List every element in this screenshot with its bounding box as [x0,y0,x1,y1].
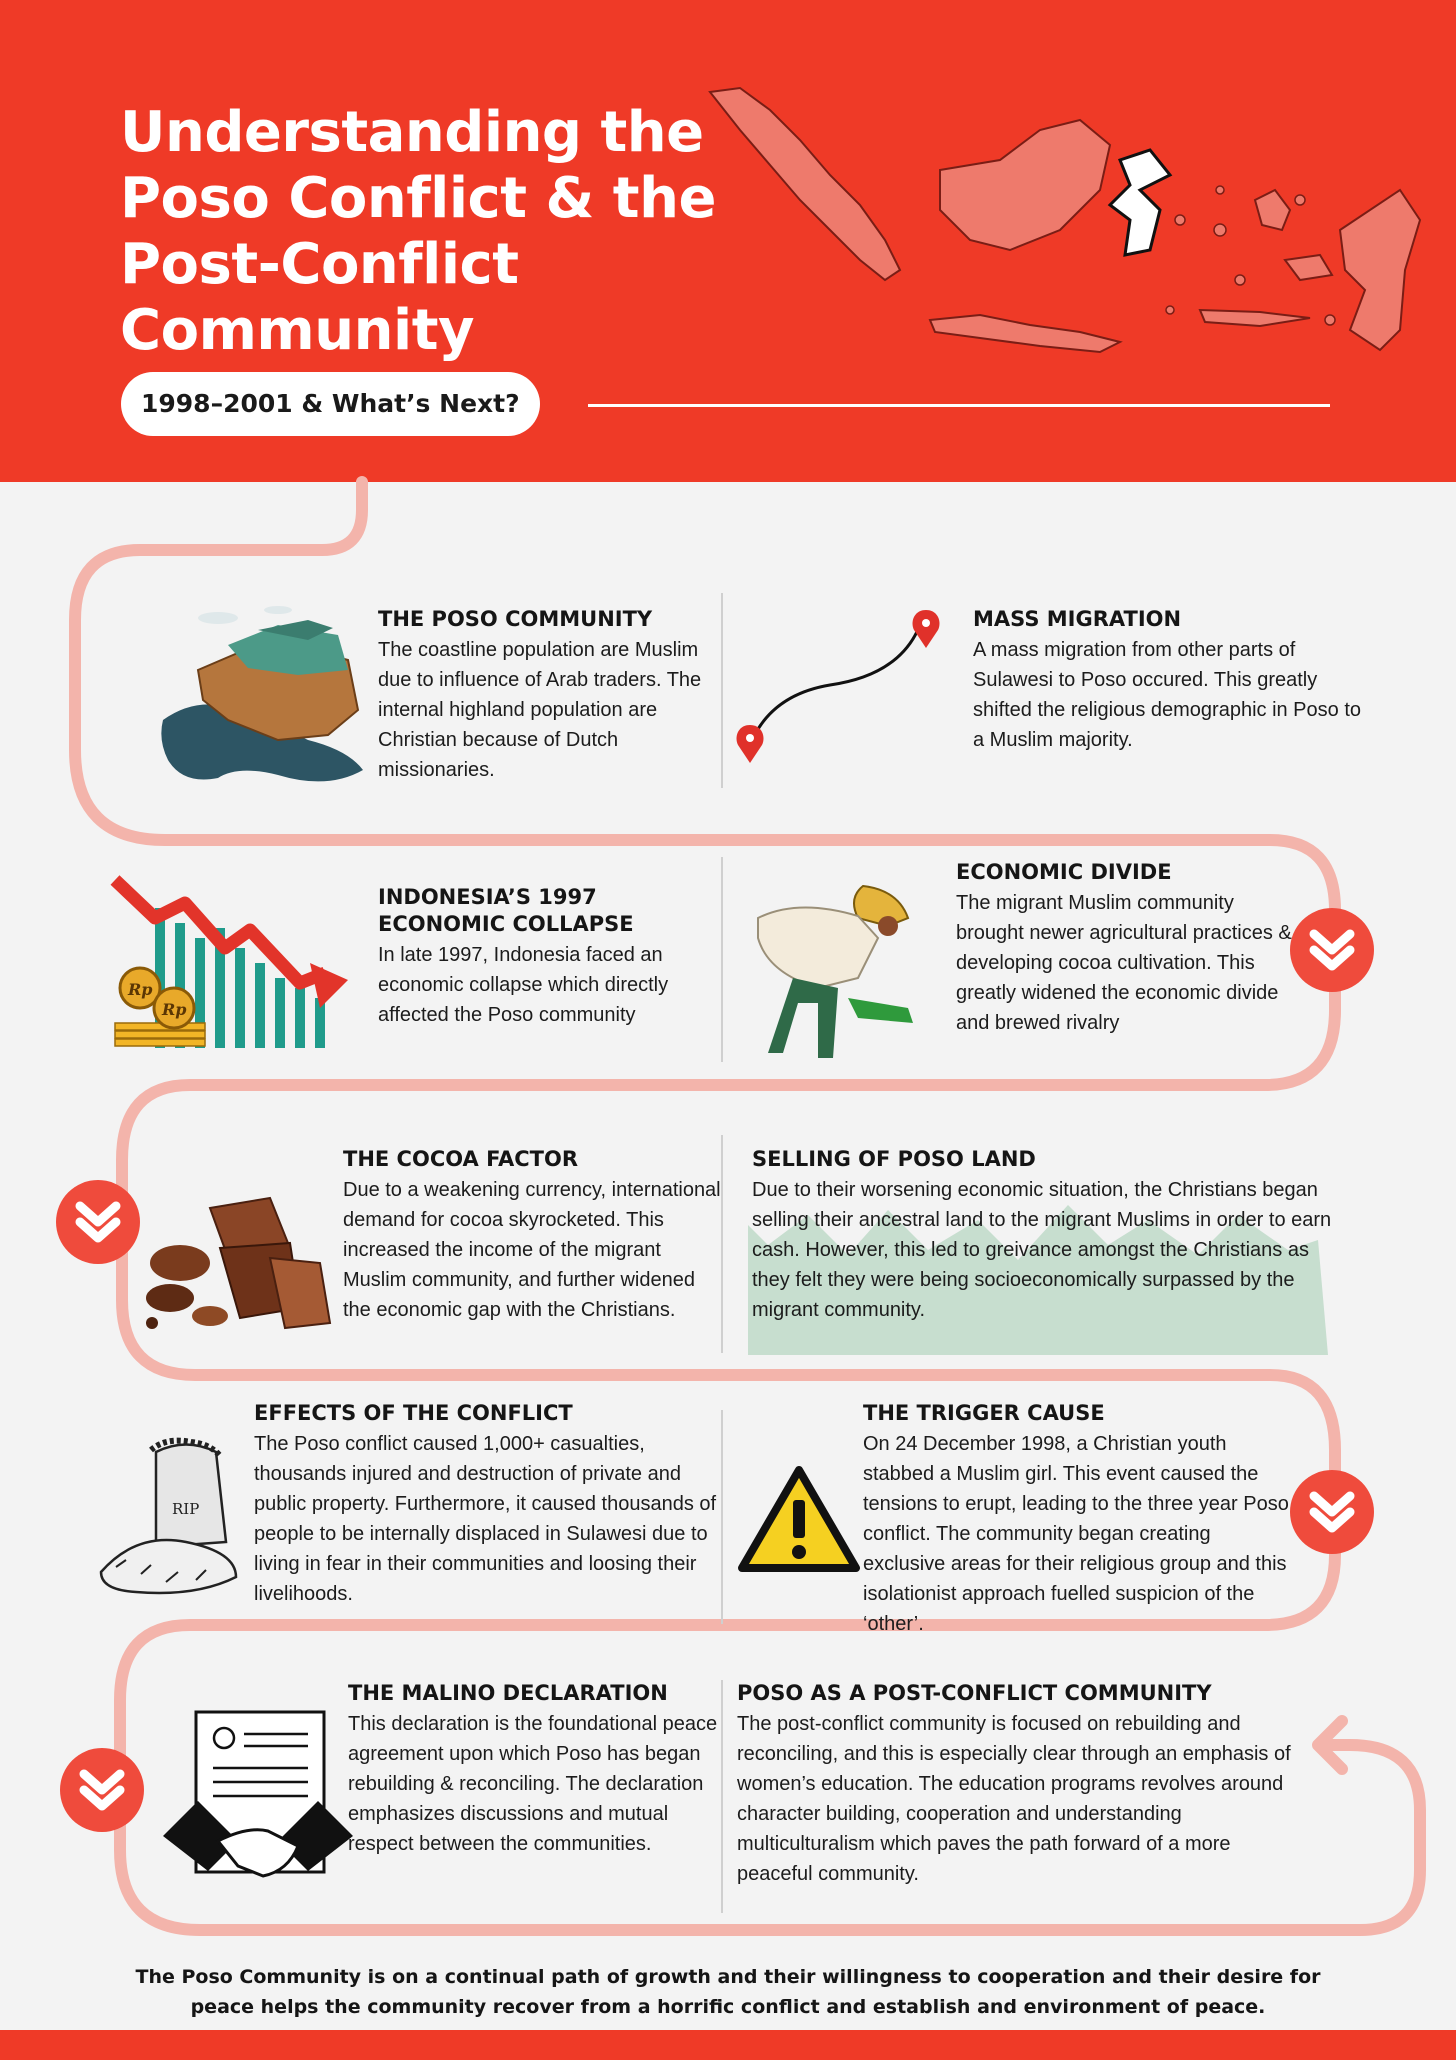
date-range-pill: 1998–2001 & What’s Next? [121,372,540,436]
grave-inscription: RIP [172,1500,200,1518]
section-economic-collapse [378,884,683,1030]
warning-icon [736,1462,862,1578]
map-pin-route-icon [730,605,960,765]
chevron-down-icon [56,1180,140,1264]
section-title: ECONOMIC DIVIDE [956,860,1172,884]
section-title: THE POSO COMMUNITY [378,607,653,631]
section-title: SELLING OF POSO LAND [752,1147,1036,1171]
chevron-down-icon [1290,1470,1374,1554]
section-body: Due to their worsening economic situation, the Christians began selling their ancestral land to the migrant Muslims in order to earn cash. However, this led to greivance amongst the Christians as they felt they were being socioeconomically surpassed by the migrant community. [752,1179,1332,1321]
falling-bar-chart-icon [110,868,350,1053]
row-divider [721,857,723,1062]
section-body: In late 1997, Indonesia faced an economic collapse which directly affected the Poso community [378,944,669,1026]
section-body: The coastline population are Muslim due to influence of Arab traders. The internal highland population are Christian because of Dutch missionaries. [378,639,702,781]
rupiah-coin-label: Rp [162,1000,187,1019]
section-body: Due to a weakening currency, international demand for cocoa skyrocketed. This increased the income of the migrant Muslim community, and further widened the economic gap with the Christians. [343,1179,721,1321]
section-trigger-cause [863,1400,1291,1639]
rupiah-coin-label: Rp [128,980,153,999]
section-cocoa-factor [343,1146,721,1325]
section-selling-land [752,1146,1340,1325]
section-title: MASS MIGRATION [973,607,1182,631]
section-title: POSO AS A POST-CONFLICT COMMUNITY [737,1681,1212,1705]
section-body: The post-conflict community is focused on rebuilding and reconciling, and this is especially clear through an emphasis of women’s education. The education programs revolves around character building, cooperation and understanding multiculturalism which paves the path forward of a more peaceful community. [737,1713,1291,1885]
row-divider [721,1135,723,1353]
gravestone-icon [96,1432,246,1602]
section-body: This declaration is the foundational peace agreement upon which Poso has began rebuilding & reconciling. The declaration emphasizes discussions and mutual respect between the communities. [348,1713,718,1855]
section-mass-migration [973,606,1363,755]
row-divider [721,1680,723,1913]
section-malino-declaration [348,1680,718,1859]
section-body: The Poso conflict caused 1,000+ casualties, thousands injured and destruction of private and public property. Furthermore, it caused thousands of people to be internally displaced in Sulawesi due to living in fear in their communities and loosing their livelihoods. [254,1433,717,1605]
section-poso-community [378,606,723,785]
chevron-down-icon [60,1748,144,1832]
section-body: On 24 December 1998, a Christian youth stabbed a Muslim girl. This event caused the tensions to erupt, leading to the three year Poso conflict. The community began creating exclusive areas for their religious group and this isolationist approach fuelled suspicion of the ‘other’. [863,1433,1289,1635]
section-effects [254,1400,722,1609]
section-title: EFFECTS OF THE CONFLICT [254,1401,573,1425]
chocolate-illustration [140,1188,335,1338]
section-title: THE MALINO DECLARATION [348,1681,668,1705]
coastline-island-illustration [158,600,368,790]
section-body: The migrant Muslim community brought newer agricultural practices & developing cocoa cultivation. This greatly widened the economic divide and brewed rivalry [956,892,1292,1034]
section-post-conflict [737,1680,1302,1889]
section-economic-divide [956,859,1296,1038]
chevron-down-icon [1290,908,1374,992]
section-body: A mass migration from other parts of Sulawesi to Poso occured. This greatly shifted the religious demographic in Poso to a Muslim majority. [973,639,1362,751]
section-title: INDONESIA’S 1997 ECONOMIC COLLAPSE [378,885,634,936]
page-title: Understanding the Poso Conflict & the Post-Conflict Community [120,100,716,363]
section-title: THE TRIGGER CAUSE [863,1401,1105,1425]
handshake-document-icon [158,1706,358,1896]
footer-bar [0,2030,1456,2060]
conclusion-text: The Poso Community is on a continual path of growth and their willingness to cooperation and their desire for peace helps the community recover from a horrific conflict and establish and environment of peace. [135,1966,1321,2018]
section-title: THE COCOA FACTOR [343,1147,579,1171]
farmer-illustration [738,878,928,1068]
